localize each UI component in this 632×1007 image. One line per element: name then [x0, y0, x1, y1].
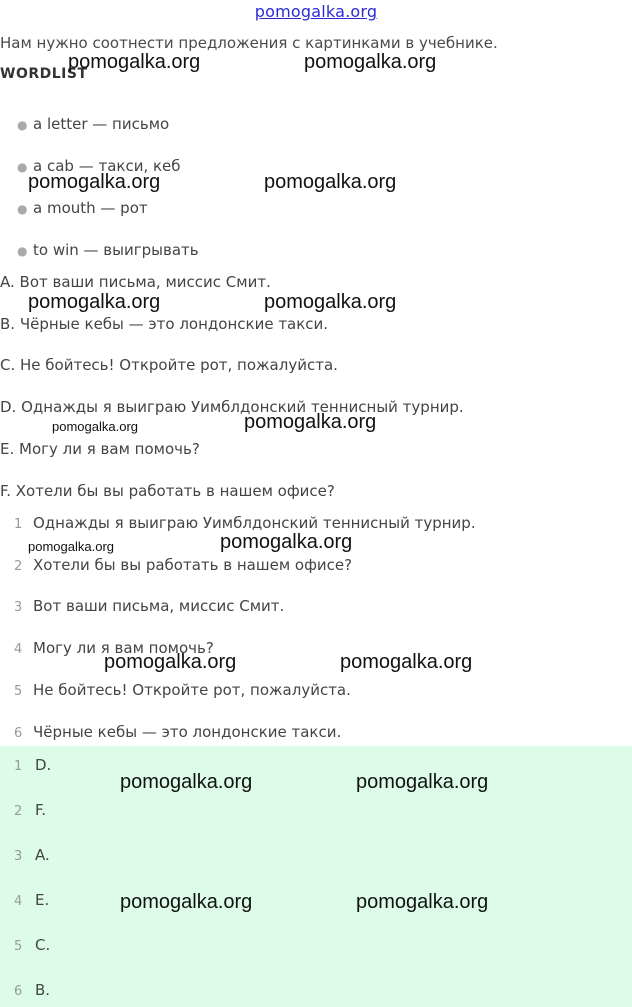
watermark: pomogalka.org	[28, 291, 161, 313]
watermark: pomogalka.org	[52, 419, 138, 434]
wordlist-item: ● a cab — такси, кеб	[17, 157, 181, 175]
numbered-sentence: 2 Хотели бы вы работать в нашем офисе?	[14, 556, 353, 574]
bullet-icon: ●	[17, 118, 28, 132]
intro-text: Нам нужно соотнести предложения с картинками в учебнике.	[0, 34, 498, 52]
lettered-sentence: D. Однажды я выиграю Уимблдонский теннисный турнир.	[0, 398, 464, 416]
watermark: pomogalka.org	[220, 531, 353, 553]
watermark: pomogalka.org	[356, 771, 489, 793]
lettered-sentence: A. Вот ваши письма, миссис Смит.	[0, 273, 271, 291]
answer-row: 4 E.	[14, 891, 50, 909]
numbered-sentence: 4 Могу ли я вам помочь?	[14, 639, 214, 657]
numbered-sentence: 3 Вот ваши письма, миссис Смит.	[14, 597, 285, 615]
wordlist-item: ● a letter — письмо	[17, 115, 170, 133]
numbered-sentence: 1 Однажды я выиграю Уимблдонский теннисный турнир.	[14, 514, 476, 532]
answer-row: 3 A.	[14, 846, 50, 864]
answer-row: 1 D.	[14, 756, 52, 774]
watermark: pomogalka.org	[104, 651, 237, 673]
bullet-icon: ●	[17, 202, 28, 216]
answer-row: 5 C.	[14, 936, 51, 954]
answer-row: 6 B.	[14, 981, 51, 999]
lettered-sentence: F. Хотели бы вы работать в нашем офисе?	[0, 482, 335, 500]
answer-row: 2 F.	[14, 801, 46, 819]
watermark: pomogalka.org	[244, 411, 377, 433]
lettered-sentence: B. Чёрные кебы — это лондонские такси.	[0, 315, 329, 333]
wordlist-item: ● to win — выигрывать	[17, 241, 199, 259]
numbered-sentence: 6 Чёрные кебы — это лондонские такси.	[14, 723, 342, 741]
bullet-icon: ●	[17, 160, 28, 174]
lettered-sentence: E. Могу ли я вам помочь?	[0, 440, 200, 458]
watermark: pomogalka.org	[68, 51, 201, 73]
watermark: pomogalka.org	[264, 291, 397, 313]
wordlist-item: ● a mouth — рот	[17, 199, 148, 217]
bullet-icon: ●	[17, 244, 28, 258]
watermark: pomogalka.org	[264, 171, 397, 193]
site-link[interactable]: pomogalka.org	[254, 2, 378, 21]
watermark: pomogalka.org	[120, 771, 253, 793]
watermark: pomogalka.org	[28, 539, 114, 554]
answers-panel	[0, 746, 632, 1007]
watermark: pomogalka.org	[356, 891, 489, 913]
watermark: pomogalka.org	[304, 51, 437, 73]
numbered-sentence: 5 Не бойтесь! Откройте рот, пожалуйста.	[14, 681, 351, 699]
watermark: pomogalka.org	[340, 651, 473, 673]
watermark: pomogalka.org	[28, 171, 161, 193]
watermark: pomogalka.org	[120, 891, 253, 913]
wordlist-title: WORDLIST	[0, 66, 88, 82]
lettered-sentence: C. Не бойтесь! Откройте рот, пожалуйста.	[0, 356, 338, 374]
